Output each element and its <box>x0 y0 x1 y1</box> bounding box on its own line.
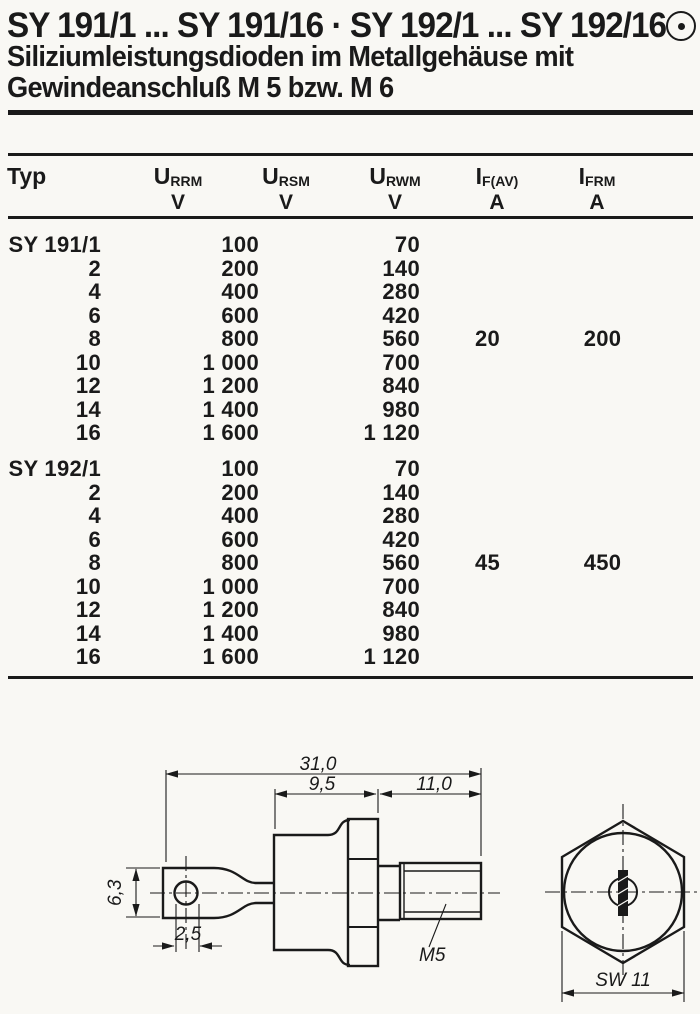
urwm-cell: 420 <box>382 302 420 328</box>
ifav-value-sy192: 45 <box>474 550 501 575</box>
type-cell: 2 <box>88 255 101 281</box>
thread-lines <box>404 863 481 919</box>
page-subtitle <box>7 42 573 104</box>
ursm-cell <box>259 233 330 257</box>
ursm-cell <box>259 327 330 351</box>
urrm-cell: 100 <box>221 456 259 481</box>
urwm-cell: 140 <box>382 479 420 505</box>
subtitle-line-2: Gewindeanschluß M 5 bzw. M 6 <box>7 72 394 104</box>
ursm-cell <box>259 374 330 398</box>
type-cell: 6 <box>88 526 101 552</box>
urwm-cell: 280 <box>382 503 420 528</box>
ursm-cell <box>259 257 330 281</box>
urwm-cell: 560 <box>382 550 420 575</box>
dimension-lines <box>126 768 684 1002</box>
ursm-cell <box>259 457 330 481</box>
wrench-size-label: SW 11 <box>595 970 651 991</box>
urwm-cell: 1 120 <box>363 644 420 669</box>
type-cell: 8 <box>88 326 101 351</box>
dim-lug-height: 6,3 <box>105 879 126 906</box>
urwm-cell: 140 <box>382 255 420 281</box>
urrm-cell: 1 200 <box>202 597 259 622</box>
ifrm-value-sy191: 200 <box>583 326 622 351</box>
ifrm-value-sy192: 450 <box>583 550 622 575</box>
type-cell: SY 191/1 <box>8 232 101 257</box>
column-header-ifrm: $I_{FRM}$ A <box>557 163 637 215</box>
urrm-cell: 1 600 <box>202 644 259 669</box>
type-cell: 4 <box>88 503 101 528</box>
dim-hole-diameter: 2,5 <box>174 924 202 945</box>
ifav-value-sy191: 20 <box>474 326 501 351</box>
type-cell: 16 <box>75 420 101 445</box>
type-cell: 4 <box>88 279 101 304</box>
urwm-cell: 70 <box>394 456 420 481</box>
type-cell: 10 <box>75 573 101 599</box>
urrm-cell: 1 000 <box>202 573 259 599</box>
type-cell: 12 <box>75 373 101 398</box>
type-cell: 10 <box>75 349 101 375</box>
type-cell: 6 <box>88 302 101 328</box>
ursm-cell <box>259 645 330 669</box>
column-header-ursm: $U_{RSM}$ V <box>246 163 326 215</box>
dim-body-length: 9,5 <box>308 774 336 795</box>
type-cell: 14 <box>75 620 101 646</box>
urwm-cell: 980 <box>382 620 420 646</box>
ursm-cell <box>259 528 330 552</box>
column-header-urrm: $U_{RRM}$ V <box>138 163 218 215</box>
m5-leader-line <box>429 904 446 947</box>
table-header-rule <box>8 216 693 219</box>
urrm-cell: 600 <box>221 302 259 328</box>
urrm-cell: 200 <box>221 255 259 281</box>
type-cell: 2 <box>88 479 101 505</box>
urwm-cell: 420 <box>382 526 420 552</box>
ursm-cell <box>259 598 330 622</box>
ursm-cell <box>259 280 330 304</box>
urrm-cell: 600 <box>221 526 259 552</box>
urwm-cell: 70 <box>394 232 420 257</box>
urrm-cell: 1 200 <box>202 373 259 398</box>
circled-dot-icon <box>666 11 696 41</box>
urwm-cell: 980 <box>382 396 420 422</box>
urrm-cell: 1 000 <box>202 349 259 375</box>
page-title: SY 191/1 ... SY 191/16 · SY 192/1 ... SY 192/16 <box>7 6 667 45</box>
urwm-cell: 560 <box>382 326 420 351</box>
unit-label: V <box>170 191 185 214</box>
table-rule-top <box>8 153 693 156</box>
divider-rule-top <box>8 110 693 115</box>
urwm-cell: 840 <box>382 373 420 398</box>
unit-label: V <box>387 191 402 214</box>
urrm-cell: 1 400 <box>202 620 259 646</box>
urwm-cell: 700 <box>382 573 420 599</box>
table-group-sy192 <box>0 457 700 669</box>
dim-thread-length: 11,0 <box>416 774 452 795</box>
ursm-cell <box>259 304 330 328</box>
column-header-urwm: $U_{RWM}$ V <box>355 163 435 215</box>
urrm-cell: 200 <box>221 479 259 505</box>
urwm-cell: 280 <box>382 279 420 304</box>
type-cell: 14 <box>75 396 101 422</box>
unit-label: A <box>489 191 505 214</box>
subtitle-line-1: Siliziumleistungsdioden im Metallgehäuse mit <box>7 41 574 73</box>
ursm-cell <box>259 504 330 528</box>
ursm-cell <box>259 622 330 646</box>
ursm-cell <box>259 575 330 599</box>
urwm-cell: 1 120 <box>363 420 420 445</box>
type-cell: 8 <box>88 550 101 575</box>
urrm-cell: 100 <box>221 232 259 257</box>
table-rule-bottom <box>8 676 693 679</box>
type-cell: SY 192/1 <box>8 456 101 481</box>
dim-overall-length: 31,0 <box>299 754 337 775</box>
type-cell: 12 <box>75 597 101 622</box>
ursm-cell <box>259 398 330 422</box>
urwm-cell: 700 <box>382 349 420 375</box>
urrm-cell: 1 400 <box>202 396 259 422</box>
urrm-cell: 400 <box>221 503 259 528</box>
ursm-cell <box>259 481 330 505</box>
table-group-sy191 <box>0 233 700 445</box>
urwm-cell: 840 <box>382 597 420 622</box>
ursm-cell <box>259 551 330 575</box>
column-header-typ: Typ <box>7 163 47 189</box>
urrm-cell: 400 <box>221 279 259 304</box>
urrm-cell: 800 <box>221 550 259 575</box>
unit-label: A <box>589 191 605 214</box>
column-header-ifav: $I_{F(AV)}$ A <box>457 163 537 215</box>
unit-label: V <box>278 191 293 214</box>
urrm-cell: 1 600 <box>202 420 259 445</box>
thread-size-label: M5 <box>419 945 446 966</box>
ursm-cell <box>259 351 330 375</box>
urrm-cell: 800 <box>221 326 259 351</box>
type-cell: 16 <box>75 644 101 669</box>
mechanical-drawing <box>0 730 700 1014</box>
ursm-cell <box>259 421 330 445</box>
